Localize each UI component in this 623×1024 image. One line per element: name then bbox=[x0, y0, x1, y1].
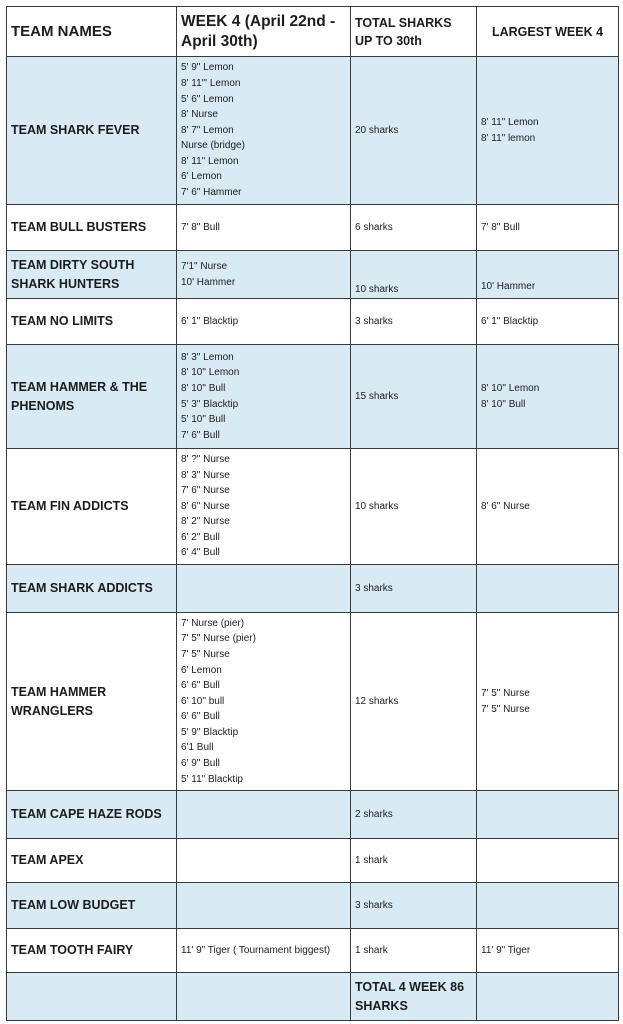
team-name: TEAM DIRTY SOUTH SHARK HUNTERS bbox=[7, 251, 177, 299]
header-week: WEEK 4 (April 22nd - April 30th) bbox=[177, 7, 351, 57]
team-name: TEAM APEX bbox=[7, 839, 177, 883]
largest-entry: 6' 1" Blacktip bbox=[481, 315, 539, 327]
largest-catch bbox=[477, 299, 619, 345]
header-team-names: TEAM NAMES bbox=[7, 7, 177, 57]
largest-entry: 10' Hammer bbox=[481, 281, 536, 293]
largest-entry: 7' 5" Nurse bbox=[481, 687, 530, 699]
catch-entry: 8' 2" Nurse bbox=[181, 516, 230, 528]
catch-entry: 7'1" Nurse bbox=[181, 260, 228, 272]
catch-entry: 5' 9" Lemon bbox=[181, 62, 234, 74]
catch-entry: 7' Nurse (pier) bbox=[181, 617, 245, 629]
team-row bbox=[7, 613, 619, 791]
catch-entry: 8' 11" Lemon bbox=[181, 155, 239, 167]
team-name: TEAM TOOTH FAIRY bbox=[7, 929, 177, 973]
total-sharks: 6 sharks bbox=[351, 205, 477, 251]
catch-entry: 8' 10" Bull bbox=[181, 382, 226, 394]
shark-tournament-table bbox=[6, 6, 619, 1021]
catch-entry: 7' 8" Bull bbox=[181, 221, 220, 233]
team-row bbox=[7, 791, 619, 839]
catch-entry: 5' 9" Blacktip bbox=[181, 726, 239, 738]
largest-catch bbox=[477, 839, 619, 883]
team-row bbox=[7, 565, 619, 613]
catch-entry: 8' ?" Nurse bbox=[181, 453, 230, 465]
team-name: TEAM HAMMER & THE PHENOMS bbox=[7, 345, 177, 449]
week-catches bbox=[177, 839, 351, 883]
week-catches bbox=[177, 345, 351, 449]
total-sharks: 3 sharks bbox=[351, 565, 477, 613]
largest-entry: 7' 5" Nurse bbox=[481, 703, 530, 715]
footer-empty-cell bbox=[477, 973, 619, 1021]
catch-entry: 6' 6" Bull bbox=[181, 711, 220, 723]
total-sharks: 3 sharks bbox=[351, 883, 477, 929]
team-row bbox=[7, 251, 619, 299]
largest-catch bbox=[477, 791, 619, 839]
catch-entry: 8' 7" Lemon bbox=[181, 124, 234, 136]
catch-entry: 10' Hammer bbox=[181, 276, 236, 288]
team-name: TEAM NO LIMITS bbox=[7, 299, 177, 345]
catch-entry: 5' 10" Bull bbox=[181, 414, 226, 426]
week-catches bbox=[177, 929, 351, 973]
team-name: TEAM FIN ADDICTS bbox=[7, 449, 177, 565]
team-name: TEAM BULL BUSTERS bbox=[7, 205, 177, 251]
team-row bbox=[7, 449, 619, 565]
week-catches bbox=[177, 299, 351, 345]
largest-catch bbox=[477, 613, 619, 791]
catch-entry: 6' 6" Bull bbox=[181, 680, 220, 692]
largest-entry: 8' 11" lemon bbox=[481, 132, 536, 144]
catch-entry: 8' 10" Lemon bbox=[181, 367, 240, 379]
team-row bbox=[7, 883, 619, 929]
catch-entry: 5' 6" Lemon bbox=[181, 93, 234, 105]
largest-catch bbox=[477, 251, 619, 299]
header-total-sharks: TOTAL SHARKS UP TO 30th bbox=[351, 7, 477, 57]
catch-entry: 5' 11" Blacktip bbox=[181, 773, 243, 785]
largest-catch bbox=[477, 449, 619, 565]
catch-entry: Nurse (bridge) bbox=[181, 140, 245, 152]
catch-entry: 7' 5" Nurse (pier) bbox=[181, 633, 256, 645]
largest-entry: 11' 9" Tiger bbox=[481, 944, 531, 956]
team-row bbox=[7, 839, 619, 883]
total-sharks: 3 sharks bbox=[351, 299, 477, 345]
largest-entry: 8' 6" Nurse bbox=[481, 500, 530, 512]
catch-entry: 6' Lemon bbox=[181, 171, 222, 183]
week-catches bbox=[177, 613, 351, 791]
week-catches bbox=[177, 205, 351, 251]
catch-entry: 6' 10" bull bbox=[181, 695, 225, 707]
header-largest: LARGEST WEEK 4 bbox=[477, 7, 619, 57]
catch-entry: 8' 6" Nurse bbox=[181, 500, 230, 512]
catch-entry: 8' 11"' Lemon bbox=[181, 77, 241, 89]
catch-entry: 7' 6" Hammer bbox=[181, 187, 242, 199]
week-catches bbox=[177, 883, 351, 929]
footer-empty-cell bbox=[7, 973, 177, 1021]
team-name: TEAM LOW BUDGET bbox=[7, 883, 177, 929]
total-sharks: 2 sharks bbox=[351, 791, 477, 839]
largest-catch bbox=[477, 345, 619, 449]
catch-entry: 8' 3" Nurse bbox=[181, 469, 230, 481]
team-name: TEAM SHARK ADDICTS bbox=[7, 565, 177, 613]
header-row bbox=[7, 7, 619, 57]
total-sharks: 10 sharks bbox=[351, 251, 477, 299]
catch-entry: 6' 2" Bull bbox=[181, 531, 220, 543]
catch-entry: 6'1 Bull bbox=[181, 742, 214, 754]
team-name: TEAM HAMMER WRANGLERS bbox=[7, 613, 177, 791]
catch-entry: 7' 6" Bull bbox=[181, 429, 220, 441]
catch-entry: 6' 1" Blacktip bbox=[181, 315, 239, 327]
largest-entry: 7' 8" Bull bbox=[481, 221, 520, 233]
largest-catch bbox=[477, 929, 619, 973]
week-catches bbox=[177, 565, 351, 613]
team-rows bbox=[7, 57, 619, 973]
team-row bbox=[7, 345, 619, 449]
catch-entry: 6' 9" Bull bbox=[181, 758, 220, 770]
largest-catch bbox=[477, 883, 619, 929]
week-catches bbox=[177, 57, 351, 205]
catch-entry: 7' 6" Nurse bbox=[181, 485, 230, 497]
total-sharks: 12 sharks bbox=[351, 613, 477, 791]
week-catches bbox=[177, 251, 351, 299]
total-sharks: 20 sharks bbox=[351, 57, 477, 205]
team-name: TEAM CAPE HAZE RODS bbox=[7, 791, 177, 839]
total-four-week: TOTAL 4 WEEK 86 SHARKS bbox=[351, 973, 477, 1021]
team-row bbox=[7, 57, 619, 205]
largest-entry: 8' 11" Lemon bbox=[481, 116, 539, 128]
week-catches bbox=[177, 791, 351, 839]
footer-empty-cell bbox=[177, 973, 351, 1021]
catch-entry: 8' 3" Lemon bbox=[181, 351, 234, 363]
catch-entry: 8' Nurse bbox=[181, 109, 218, 121]
team-row bbox=[7, 205, 619, 251]
largest-catch bbox=[477, 565, 619, 613]
largest-entry: 8' 10" Lemon bbox=[481, 382, 540, 394]
total-sharks: 1 shark bbox=[351, 929, 477, 973]
total-sharks: 1 shark bbox=[351, 839, 477, 883]
catch-entry: 7' 5" Nurse bbox=[181, 648, 230, 660]
week-catches bbox=[177, 449, 351, 565]
largest-entry: 8' 10" Bull bbox=[481, 398, 526, 410]
catch-entry: 11' 9" Tiger ( Tournament biggest) bbox=[181, 944, 331, 956]
team-row bbox=[7, 929, 619, 973]
largest-catch bbox=[477, 57, 619, 205]
catch-entry: 6' 4" Bull bbox=[181, 547, 220, 559]
largest-catch bbox=[477, 205, 619, 251]
catch-entry: 6' Lemon bbox=[181, 664, 222, 676]
total-sharks: 10 sharks bbox=[351, 449, 477, 565]
footer-row bbox=[7, 973, 619, 1021]
team-row bbox=[7, 299, 619, 345]
team-name: TEAM SHARK FEVER bbox=[7, 57, 177, 205]
catch-entry: 5' 3" Blacktip bbox=[181, 398, 239, 410]
total-sharks: 15 sharks bbox=[351, 345, 477, 449]
